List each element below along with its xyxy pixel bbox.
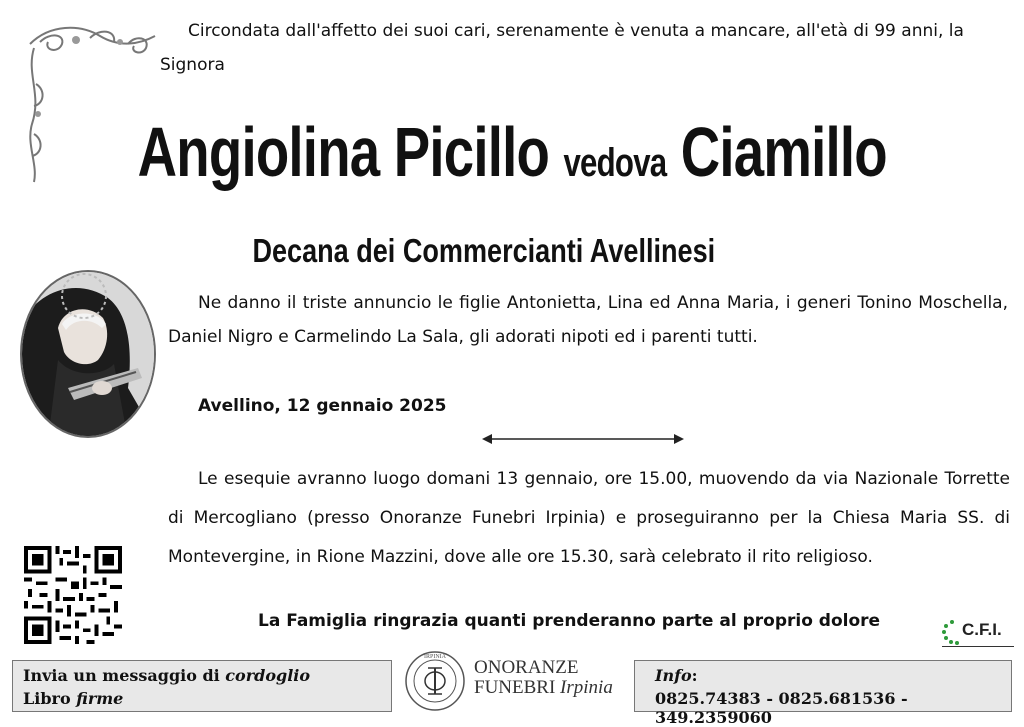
funeral-home-emblem-icon: [404, 650, 466, 712]
widow-connector: vedova: [563, 141, 667, 185]
family-thanks: La Famiglia ringrazia quanti prenderanno parte al proprio dolore: [258, 611, 881, 631]
cfi-text: C.F.I.: [962, 620, 1002, 639]
place-and-date: Avellino, 12 gennaio 2025: [198, 396, 447, 416]
info-colon: :: [691, 666, 698, 685]
guestbook-label-italic: firme: [76, 689, 124, 708]
condolence-box[interactable]: [12, 660, 392, 712]
emblem-ring-text: IRPINIA: [424, 654, 446, 660]
funeral-home-name-line1: ONORANZE: [474, 657, 579, 678]
double-arrow-divider: [480, 432, 686, 446]
phone-numbers[interactable]: 0825.74383 - 0825.681536 - 349.2359060: [655, 689, 908, 727]
funeral-details-paragraph: Le esequie avranno luogo domani 13 gennaio, ore 15.00, muovendo da via Nazionale Torrette di Mercogliano (presso Onoranze Funebri Irpinia) e proseguiranno per la Chiesa Maria SS. di Montevergine, in Rione Mazzini, dove alle ore 15.30, sarà celebrato il rito religioso.: [168, 469, 1010, 567]
funeral-home-irpinia: Irpinia: [560, 677, 613, 698]
deceased-married-name: Ciamillo: [680, 113, 887, 191]
family-announcement-paragraph: Ne danno il triste annuncio le figlie Antonietta, Lina ed Anna Maria, i generi Tonino Moschella, Daniel Nigro e Carmelindo La Sala, gli adorati nipoti ed i parenti tutti.: [168, 293, 1008, 347]
deceased-first-name: Angiolina Picillo: [137, 113, 549, 191]
condolence-label: Invia un messaggio di: [23, 666, 226, 685]
deceased-name-line: [0, 112, 1024, 192]
condolence-message-link[interactable]: [23, 666, 310, 685]
funeral-home-funebri: FUNEBRI: [474, 677, 561, 698]
intro-text: Circondata dall'affetto dei suoi cari, serenamente è venuta a mancare, all'età di 99 anni, la Signora: [160, 21, 964, 75]
condolence-label-italic: cordoglio: [225, 666, 311, 685]
cfi-logo: [940, 618, 1016, 650]
saint-portrait-image: [18, 268, 158, 440]
funeral-home-name-line2: [474, 678, 613, 698]
deceased-name: [137, 112, 886, 192]
guestbook-link[interactable]: [23, 689, 123, 708]
funeral-home-name: [474, 658, 613, 698]
info-box: [634, 660, 1012, 727]
info-label: Info: [655, 666, 692, 685]
guestbook-label: Libro: [23, 689, 77, 708]
info-heading: [655, 666, 698, 685]
qr-code[interactable]: [24, 546, 122, 644]
subtitle: Decana dei Commercianti Avellinesi: [252, 232, 716, 269]
